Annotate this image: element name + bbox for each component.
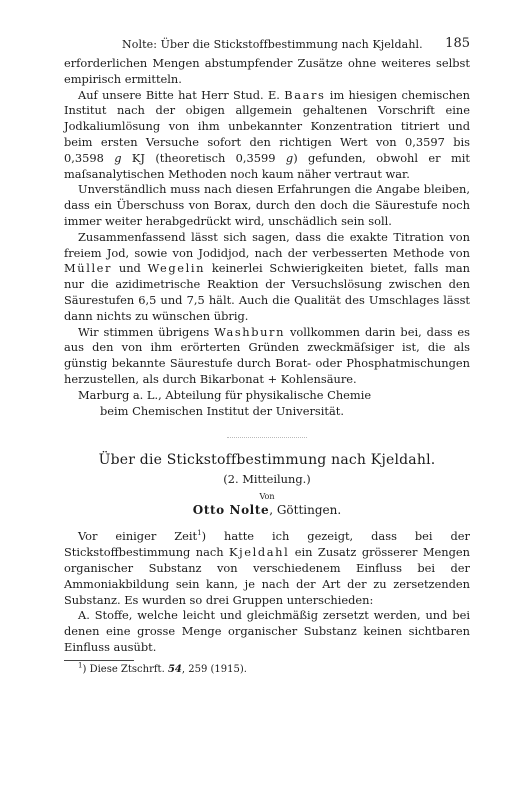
body-text-part-1: [64, 56, 470, 388]
person-name: Wegelin: [147, 261, 206, 276]
section-separator: [227, 437, 307, 438]
person-name: Washburn: [214, 324, 286, 339]
person-name: Müller: [64, 261, 113, 276]
text-run: im hiesigen chemischen Institut nach der obigen allgemein gehaltenen Vorschrift eine Jodkaliumlösung von ihm unbekannter Konzentration titriert und beim ersten Versuche sofort den richtigen Wert von 0,3597 bis 0,3598: [64, 87, 470, 165]
paragraph-summary: [64, 230, 470, 325]
body-text-part-2: [64, 529, 470, 655]
text-run: KJ (theoretisch 0,3599: [131, 150, 276, 165]
paragraph-intro: Vor einiger Zeit$^1$) hatte ich gezeigt, dass bei der Stickstoffbestimmung nach Kjeldahl ein Zusatz grösserer Mengen organischer Substanz von verschiedenem Einfluss bei der Ammoniakbildung sein kann, je nach der Art der zu zersetzenden Substanz. Es wurden so drei Gruppen unterschieden:: [64, 529, 471, 607]
text-run: Zusammenfassend lässt sich sagen, dass die exakte Titration von freiem Jod, sowie von Jodidjod, nach der verbesserten Methode von: [64, 229, 470, 260]
author-line: [64, 503, 470, 517]
affiliation-line-2: beim Chemischen Institut der Universität.: [100, 403, 344, 418]
paragraph-baars: [64, 88, 470, 183]
text-run: und: [118, 261, 141, 276]
article-title: Über die Stickstoffbestimmung nach Kjeldahl.: [98, 452, 436, 469]
unit-symbol: g: [285, 150, 294, 165]
unit-symbol: g: [114, 150, 122, 165]
text-run: ein Zusatz grösserer Mengen organischer Substanz von verschiedenem Einfluss bei der Ammoniakbildung sein kann, je nach der Art der zu zersetzenden Substanz. Es wurden so drei Gruppen unterschieden:: [64, 545, 471, 607]
footnote: $^1$) Diese Ztschrft. 54, 259 (1915).: [78, 661, 247, 675]
text-run: Diese Ztschrft.: [89, 663, 165, 675]
text-run: Vor einiger Zeit: [78, 529, 198, 544]
paragraph-borax: Unverständlich muss nach diesen Erfahrungen die Angabe bleiben, dass ein Überschuss von Borax, durch den doch die Säurestufe noch immer weiter herabgedrückt wird, unschädlich sein soll.: [64, 182, 470, 228]
paragraph-group-a: A. Stoffe, welche leicht und gleichmäßig zersetzt werden, und bei denen eine grosse Menge organischer Substanz keinen sichtbaren Einfluss ausübt.: [64, 608, 470, 654]
page: [64, 34, 470, 675]
footnote-mark: 1: [78, 661, 83, 670]
paragraph-continuation: erforderlichen Mengen abstumpfender Zusätze ohne weiteres selbst empirisch ermitteln.: [64, 56, 470, 86]
text-run: Wir stimmen übrigens: [78, 324, 210, 339]
running-title: Nolte: Über die Stickstoffbestimmung nach Kjeldahl.: [122, 38, 423, 51]
text-run: ) gefunden, obwohl er mit maſsanalytischen Methoden noch kaum näher vertraut war.: [64, 150, 470, 181]
affiliation-line-1: Marburg a. L., Abteilung für physikalische Chemie: [78, 387, 372, 402]
running-header: [64, 34, 470, 52]
byline-von: Von: [259, 492, 275, 502]
footnote-rule: [64, 660, 134, 661]
paragraph-washburn: [64, 325, 470, 388]
text-run: vollkommen darin bei, dass es aus den von ihm erörterten Gründen zweckmäſsiger ist, die als günstig bekannte Säurestufe durch Borat- oder Phosphatmischungen herzustellen, als durch Bikarbonat + Kohlensäure.: [64, 324, 470, 386]
author-name: Otto Nolte: [192, 503, 270, 518]
article-subtitle: (2. Mitteilung.): [223, 472, 311, 487]
author-place: , Göttingen.: [269, 503, 342, 518]
person-name: Kjeldahl: [229, 545, 290, 560]
page-number: 185: [445, 36, 470, 51]
footnote-reference: 1: [197, 529, 202, 538]
affiliation: [78, 388, 470, 420]
text-run: hatte ich gezeigt, dass bei der Stickstoffbestimmung nach: [64, 529, 470, 560]
text-run: Auf unsere Bitte hat Herr Stud. E.: [78, 87, 280, 102]
person-name: Baars: [284, 87, 326, 102]
volume-number: 54: [167, 663, 182, 675]
text-run: , 259 (1915).: [181, 663, 247, 675]
text-run: keinerlei Schwierigkeiten bietet, falls man nur die azidimetrische Reaktion der Versuchslösung zwischen den Säurestufen 6,5 und 7,5 hält. Auch die Qualität des Umschlages lässt dann nichts zu wünschen übrig.: [64, 261, 471, 323]
